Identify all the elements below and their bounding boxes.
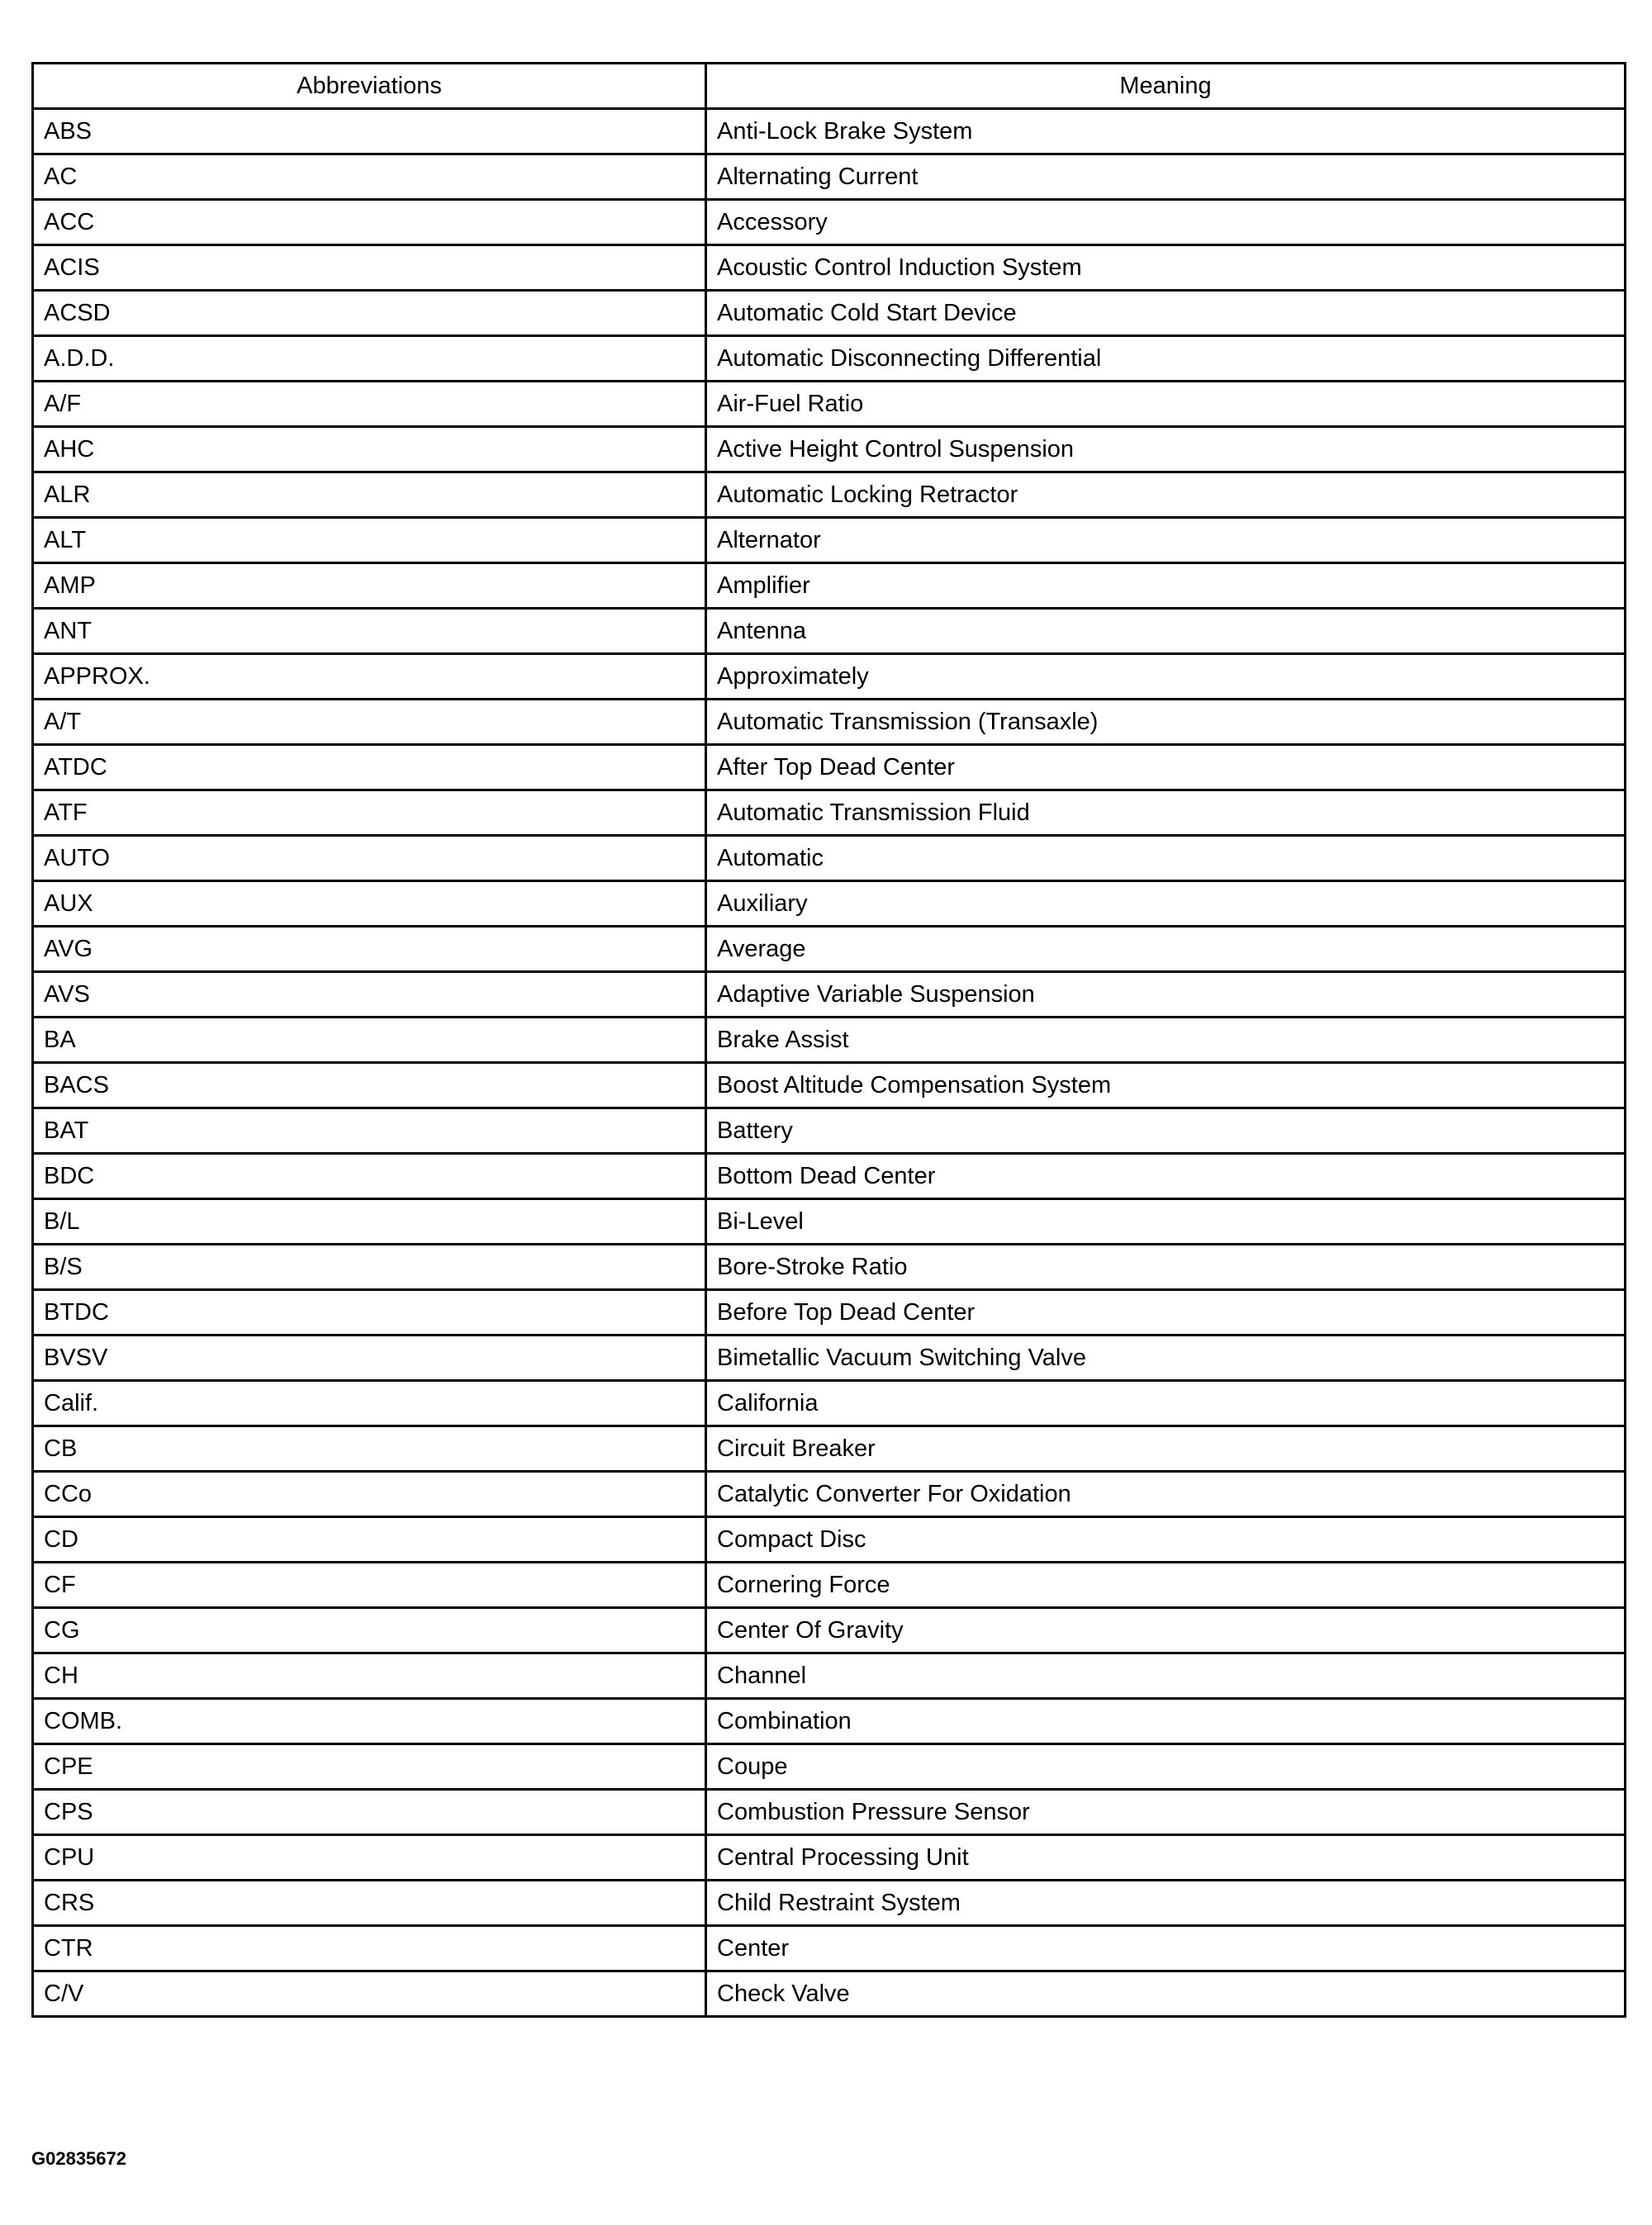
abbreviation-cell: A/F: [33, 382, 706, 427]
table-row: [33, 1699, 1626, 1744]
abbreviation-cell: CTR: [33, 1926, 706, 1971]
meaning-cell: Air-Fuel Ratio: [706, 382, 1626, 427]
table-row: [33, 1790, 1626, 1835]
abbreviation-cell: AVS: [33, 972, 706, 1018]
abbreviation-cell: ACSD: [33, 291, 706, 336]
table-row: [33, 1608, 1626, 1653]
table-row: [33, 1971, 1626, 2017]
meaning-cell: Approximately: [706, 654, 1626, 700]
abbreviation-cell: CG: [33, 1608, 706, 1653]
table-row: [33, 563, 1626, 609]
abbreviation-cell: ATF: [33, 790, 706, 836]
abbreviation-cell: BTDC: [33, 1290, 706, 1335]
table-row: [33, 1154, 1626, 1199]
meaning-cell: Antenna: [706, 609, 1626, 654]
table-row: [33, 109, 1626, 154]
meaning-cell: Brake Assist: [706, 1018, 1626, 1063]
meaning-cell: Amplifier: [706, 563, 1626, 609]
table-body: [33, 109, 1626, 2017]
table-row: [33, 654, 1626, 700]
table-row: [33, 1517, 1626, 1563]
table-row: [33, 1426, 1626, 1472]
meaning-cell: Bimetallic Vacuum Switching Valve: [706, 1335, 1626, 1381]
abbreviation-cell: BDC: [33, 1154, 706, 1199]
table-row: [33, 472, 1626, 518]
meaning-cell: Automatic Locking Retractor: [706, 472, 1626, 518]
table-row: [33, 790, 1626, 836]
table-row: [33, 245, 1626, 291]
meaning-cell: Alternator: [706, 518, 1626, 563]
table-row: [33, 1381, 1626, 1426]
table-row: [33, 745, 1626, 790]
table-row: [33, 927, 1626, 972]
table-row: [33, 700, 1626, 745]
abbreviation-cell: Calif.: [33, 1381, 706, 1426]
table-row: [33, 1881, 1626, 1926]
abbreviation-cell: BVSV: [33, 1335, 706, 1381]
meaning-cell: Anti-Lock Brake System: [706, 109, 1626, 154]
abbreviation-cell: ANT: [33, 609, 706, 654]
table-row: [33, 336, 1626, 382]
abbreviation-cell: AUTO: [33, 836, 706, 881]
meaning-cell: Boost Altitude Compensation System: [706, 1063, 1626, 1108]
table-row: [33, 291, 1626, 336]
meaning-cell: Automatic: [706, 836, 1626, 881]
table-row: [33, 1653, 1626, 1699]
table-row: [33, 1199, 1626, 1245]
abbreviation-cell: BA: [33, 1018, 706, 1063]
table-row: [33, 972, 1626, 1018]
abbreviation-cell: COMB.: [33, 1699, 706, 1744]
meaning-cell: Battery: [706, 1108, 1626, 1154]
table-row: [33, 1926, 1626, 1971]
table-row: [33, 1835, 1626, 1881]
meaning-cell: Acoustic Control Induction System: [706, 245, 1626, 291]
table-row: [33, 1108, 1626, 1154]
abbreviation-cell: BACS: [33, 1063, 706, 1108]
meaning-cell: Circuit Breaker: [706, 1426, 1626, 1472]
abbreviation-cell: ALT: [33, 518, 706, 563]
meaning-cell: Automatic Transmission (Transaxle): [706, 700, 1626, 745]
meaning-cell: Bi-Level: [706, 1199, 1626, 1245]
meaning-cell: Auxiliary: [706, 881, 1626, 927]
abbreviation-cell: B/L: [33, 1199, 706, 1245]
abbreviation-cell: AC: [33, 154, 706, 200]
abbreviation-cell: APPROX.: [33, 654, 706, 700]
abbreviation-cell: ATDC: [33, 745, 706, 790]
meaning-cell: Catalytic Converter For Oxidation: [706, 1472, 1626, 1517]
meaning-cell: Coupe: [706, 1744, 1626, 1790]
table-row: [33, 609, 1626, 654]
table-row: [33, 1563, 1626, 1608]
table-row: [33, 1335, 1626, 1381]
abbreviation-cell: ABS: [33, 109, 706, 154]
meaning-cell: Automatic Cold Start Device: [706, 291, 1626, 336]
meaning-cell: Cornering Force: [706, 1563, 1626, 1608]
abbreviation-cell: CPS: [33, 1790, 706, 1835]
abbreviations-table: [31, 62, 1626, 2018]
meaning-cell: Child Restraint System: [706, 1881, 1626, 1926]
table-row: [33, 518, 1626, 563]
meaning-cell: Check Valve: [706, 1971, 1626, 2017]
meaning-cell: Central Processing Unit: [706, 1835, 1626, 1881]
abbreviation-cell: CB: [33, 1426, 706, 1472]
abbreviation-cell: AHC: [33, 427, 706, 472]
table-header-row: [33, 64, 1626, 109]
table-row: [33, 382, 1626, 427]
table-row: [33, 1063, 1626, 1108]
abbreviation-cell: A/T: [33, 700, 706, 745]
abbreviation-cell: ACIS: [33, 245, 706, 291]
figure-id: G02835672: [31, 2148, 126, 2169]
table-row: [33, 1245, 1626, 1290]
table-row: [33, 154, 1626, 200]
column-header-meaning: Meaning: [706, 64, 1626, 109]
abbreviation-cell: AVG: [33, 927, 706, 972]
meaning-cell: Active Height Control Suspension: [706, 427, 1626, 472]
abbreviation-cell: AMP: [33, 563, 706, 609]
meaning-cell: Combination: [706, 1699, 1626, 1744]
table-row: [33, 1744, 1626, 1790]
meaning-cell: Bottom Dead Center: [706, 1154, 1626, 1199]
abbreviation-cell: CH: [33, 1653, 706, 1699]
abbreviation-cell: B/S: [33, 1245, 706, 1290]
table-row: [33, 1472, 1626, 1517]
table-row: [33, 836, 1626, 881]
meaning-cell: Accessory: [706, 200, 1626, 245]
abbreviation-cell: CRS: [33, 1881, 706, 1926]
meaning-cell: Automatic Disconnecting Differential: [706, 336, 1626, 382]
abbreviation-cell: CCo: [33, 1472, 706, 1517]
meaning-cell: Before Top Dead Center: [706, 1290, 1626, 1335]
meaning-cell: Alternating Current: [706, 154, 1626, 200]
abbreviation-cell: CPE: [33, 1744, 706, 1790]
meaning-cell: After Top Dead Center: [706, 745, 1626, 790]
table-row: [33, 1290, 1626, 1335]
meaning-cell: Adaptive Variable Suspension: [706, 972, 1626, 1018]
meaning-cell: Center: [706, 1926, 1626, 1971]
abbreviation-cell: AUX: [33, 881, 706, 927]
abbreviation-cell: C/V: [33, 1971, 706, 2017]
meaning-cell: California: [706, 1381, 1626, 1426]
table-row: [33, 881, 1626, 927]
abbreviation-cell: A.D.D.: [33, 336, 706, 382]
meaning-cell: Channel: [706, 1653, 1626, 1699]
meaning-cell: Bore-Stroke Ratio: [706, 1245, 1626, 1290]
abbreviation-cell: BAT: [33, 1108, 706, 1154]
meaning-cell: Compact Disc: [706, 1517, 1626, 1563]
column-header-abbreviations: Abbreviations: [33, 64, 706, 109]
meaning-cell: Center Of Gravity: [706, 1608, 1626, 1653]
table-row: [33, 427, 1626, 472]
meaning-cell: Combustion Pressure Sensor: [706, 1790, 1626, 1835]
table-row: [33, 200, 1626, 245]
meaning-cell: Average: [706, 927, 1626, 972]
meaning-cell: Automatic Transmission Fluid: [706, 790, 1626, 836]
abbreviation-cell: CPU: [33, 1835, 706, 1881]
table-row: [33, 1018, 1626, 1063]
abbreviation-cell: CD: [33, 1517, 706, 1563]
abbreviation-cell: ACC: [33, 200, 706, 245]
abbreviation-cell: CF: [33, 1563, 706, 1608]
abbreviation-cell: ALR: [33, 472, 706, 518]
